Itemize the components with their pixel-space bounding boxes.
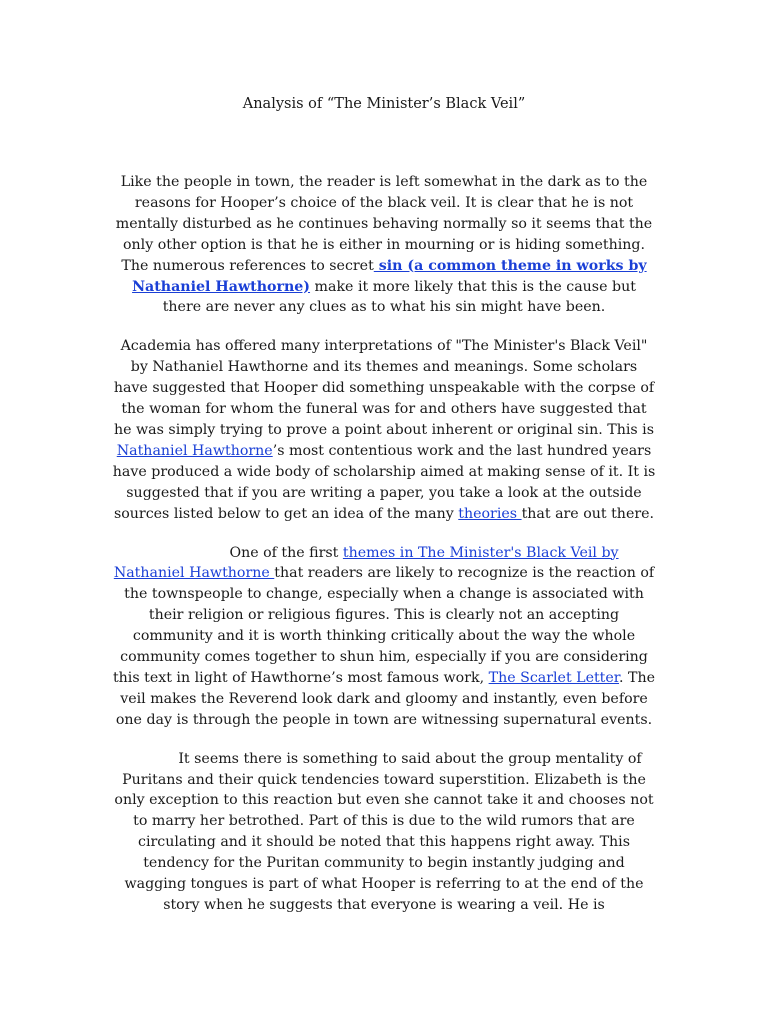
paragraph-3-text-before: One of the first xyxy=(229,544,343,561)
paragraph-3 xyxy=(112,543,656,731)
paragraph-3-text-middle: that readers are likely to recognize is the reaction of the townspeople to change, especially when a change is associated with their religion or religious figures. This is clearly not an accepting community and it is worth thinking critically about the way the whole community comes together to shun him, especially if you are considering this text in light of Hawthorne’s most famous work, xyxy=(112,565,655,686)
link-themes-ministers-black-veil[interactable]: themes in The Minister's Black Veil by Nathaniel Hawthorne xyxy=(113,544,619,582)
paragraph-2-text-before: Academia has offered many interpretations of "The Minister's Black Veil" by Nathaniel Hawthorne and its themes and meanings. Some scholars have suggested that Hooper did something unspeakable with the corpse of the woman for whom the funeral was for and others have suggested that he was simply trying to prove a point about inherent or original sin. This is xyxy=(113,338,655,438)
paragraph-1-text-after: make it more likely that this is the cause but there are never any clues as to what his sin might have been. xyxy=(162,278,636,316)
document-body xyxy=(112,172,656,934)
paragraph-1-text-before: Like the people in town, the reader is left somewhat in the dark as to the reasons for Hooper’s choice of the black veil. It is clear that he is not mentally disturbed as he continues behaving normally so it seems that the only other option is that he is either in mourning or is hiding something. The numerous references to secret xyxy=(115,174,653,274)
link-theories[interactable]: theories xyxy=(458,505,522,522)
link-sin-common-theme[interactable]: sin (a common theme in works by Nathaniel Hawthorne) xyxy=(132,257,647,295)
paragraph-3-text-after: . The veil makes the Reverend look dark and gloomy and instantly, even before one day is through the people in town are witnessing supernatural events. xyxy=(115,669,656,728)
link-nathaniel-hawthorne[interactable]: Nathaniel Hawthorne xyxy=(116,442,273,459)
document-title: Analysis of “The Minister’s Black Veil” xyxy=(242,96,526,112)
link-the-scarlet-letter[interactable]: The Scarlet Letter xyxy=(488,669,620,686)
paragraph-2 xyxy=(112,336,656,524)
paragraph-2-text-after: that are out there. xyxy=(521,505,655,522)
paragraph-4: It seems there is something to said about the group mentality of Puritans and their quick tendencies toward superstition. Elizabeth is the only exception to this reaction but even she cannot take it and chooses not to marry her betrothed. Part of this is due to the wild rumors that are circulating and it should be noted that this happens right away. This tendency for the Puritan community to begin instantly judging and wagging tongues is part of what Hooper is referring to at the end of the story when he suggests that everyone is wearing a veil. He is xyxy=(114,750,654,913)
paragraph-1 xyxy=(112,172,656,318)
paragraph-2-text-middle: ’s most contentious work and the last hundred years have produced a wide body of scholarship aimed at making sense of it. It is suggested that if you are writing a paper, you take a look at the outside sources listed below to get an idea of the many xyxy=(112,442,656,522)
